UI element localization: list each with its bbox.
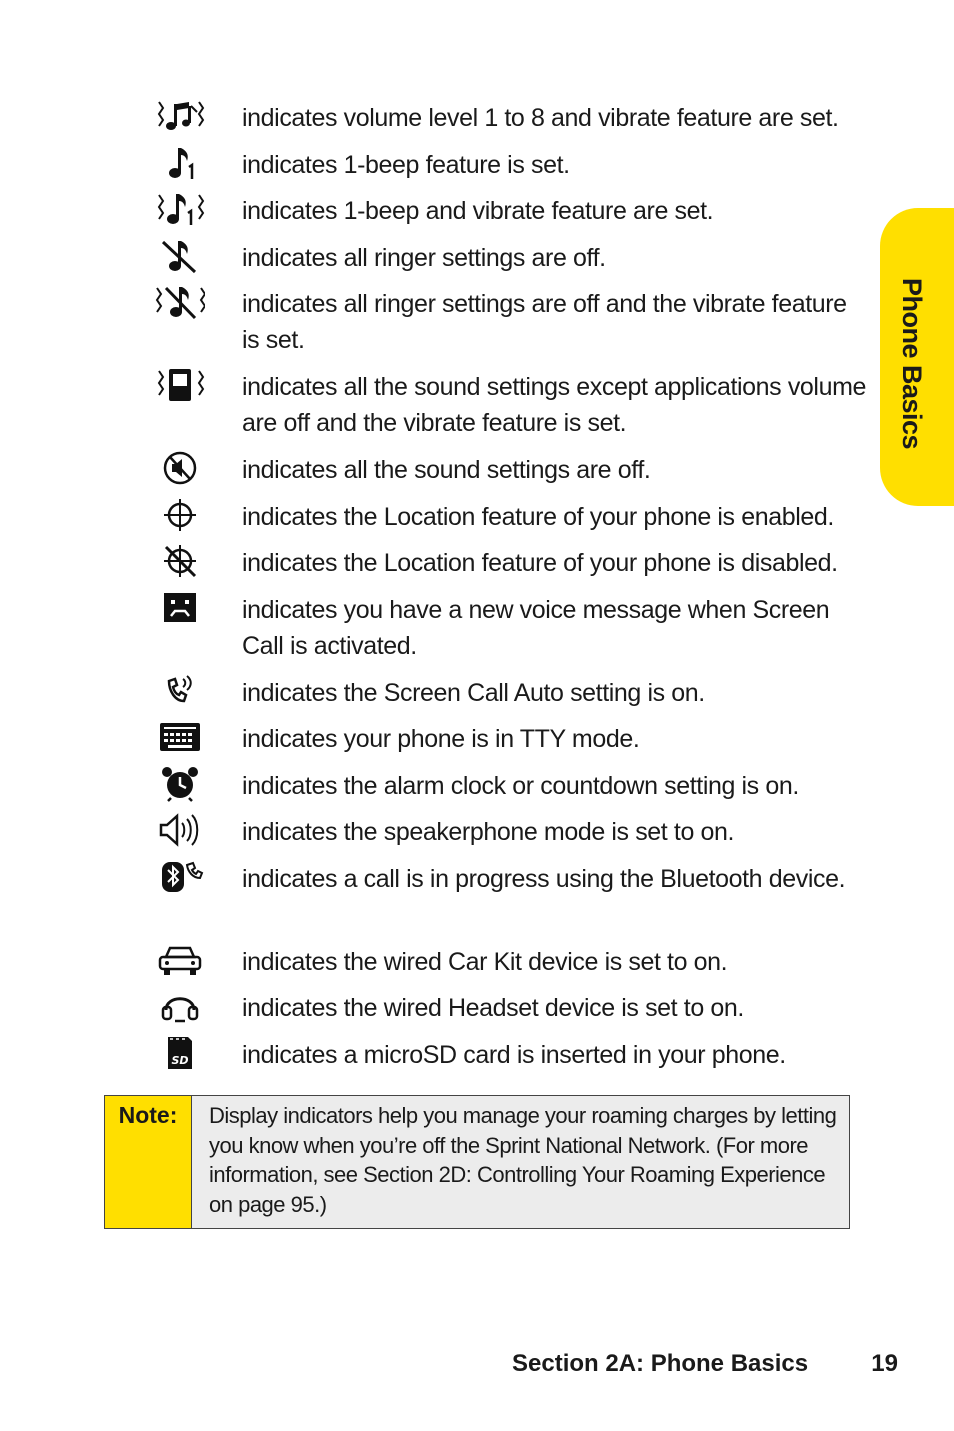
indicator-description: indicates the Location feature of your phone is enabled. [242,502,834,531]
list-item [150,986,870,1033]
indicator-description: indicates the speakerphone mode is set to on. [242,818,735,846]
list-item [150,588,870,671]
ringer-off-icon [150,236,210,276]
screen-call-message-icon [150,588,210,628]
list-item [150,671,870,718]
list-item [150,764,870,811]
indicator-description: indicates a microSD card is inserted in your phone. [242,1040,786,1069]
list-item [150,810,870,857]
tty-icon [150,717,210,757]
note-box [104,1095,850,1229]
section-tab-label: Phone Basics [897,278,927,450]
indicator-description: indicates volume level 1 to 8 and vibrate feature are set. [242,104,839,132]
indicator-description: indicates the wired Headset device is set to on. [242,994,744,1022]
indicator-description: indicates a call is in progress using the Bluetooth device. [242,864,846,893]
indicator-description: indicates 1-beep feature is set. [242,150,570,179]
one-beep-vibrate-icon [150,189,210,229]
svg-text:SD: SD [171,1053,189,1067]
list-item [150,365,870,448]
volume-vibrate-icon [150,96,210,136]
list-item [150,541,870,588]
indicator-description: indicates the alarm clock or countdown setting is on. [242,771,799,800]
speakerphone-icon [150,810,210,850]
page-footer [500,1350,900,1382]
indicator-description: indicates all the sound settings are off. [242,456,651,484]
indicator-description: indicates the Screen Call Auto setting is on. [242,678,705,707]
alarm-clock-icon [150,764,210,804]
indicator-description: indicates all ringer settings are off and the vibrate feature is set. [242,290,847,354]
headset-icon [150,986,210,1026]
car-kit-icon [150,940,210,980]
indicator-description: indicates the wired Car Kit device is set to on. [242,947,728,976]
list-item [150,857,870,940]
note-text: Display indicators help you manage your roaming charges by letting you know when you’re off the Sprint National Network. (For more information, see Section 2D: Controlling Your Roaming Experience on page 95.) [192,1096,849,1228]
phone-vibrate-icon [150,365,210,405]
ringer-off-vibrate-icon [150,282,210,322]
one-beep-icon [150,143,210,183]
indicator-description: indicates all ringer settings are off. [242,243,606,272]
indicator-description: indicates 1-beep and vibrate feature are set. [242,197,714,225]
indicator-description: indicates the Location feature of your phone is disabled. [242,549,838,577]
list-item [150,143,870,190]
list-item [150,448,870,495]
screen-call-auto-icon [150,671,210,711]
location-off-icon [150,541,210,581]
indicator-description: indicates you have a new voice message when Screen Call is activated. [242,595,830,660]
list-item [150,282,870,365]
microsd-icon [150,1033,210,1073]
list-item [150,717,870,764]
list-item [150,189,870,236]
footer-section-title: Section 2A: Phone Basics [512,1350,809,1377]
bluetooth-call-icon [150,857,210,897]
list-item [150,236,870,283]
list-item [150,495,870,542]
list-item [150,1033,870,1080]
page-number: 19 [871,1350,898,1377]
sound-off-icon [150,448,210,488]
indicator-description: indicates your phone is in TTY mode. [242,725,640,753]
location-on-icon [150,495,210,535]
section-tab [880,208,954,506]
note-label: Note: [105,1096,192,1228]
list-item [150,940,870,987]
list-item [150,96,870,143]
indicator-list [150,96,870,1079]
indicator-description: indicates all the sound settings except applications volume are off and the vibrate feature is set. [242,373,867,437]
